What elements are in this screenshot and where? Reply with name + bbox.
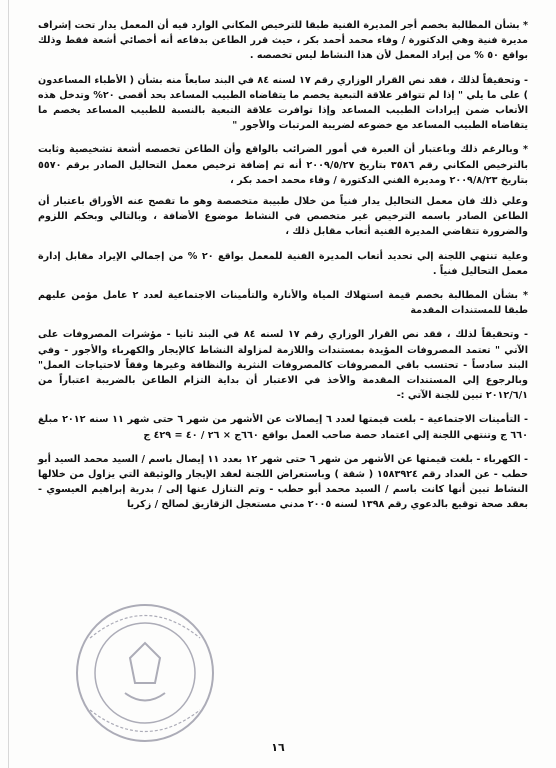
- official-seal-stamp: [70, 598, 220, 748]
- page-number: ١٦: [271, 741, 285, 754]
- paragraph-utilities-claim: * بشأن المطالبة بخصم قيمة استهلاك المياة والأنارة والتأمينات الاجتماعية لعدد ٢ عامل مؤمن عليهم طبقا للمستندات المقدمة: [38, 290, 528, 317]
- paragraph-social-insurance: - التأمينات الاجتماعية - بلغت قيمتها لعدد ٦ إيصالات عن الأشهر من شهر ٦ حتى شهر ١١ سنه ٢٠١٢ مبلغ ٦٦٠ ج وتنتهي اللجنة إلي اعتماد حصة صاحب العمل بواقع ٦٦٠ج × ٢٦ / ٤٠ = ٤٢٩ ج: [38, 414, 528, 441]
- scan-edge: [8, 0, 9, 768]
- paragraph-electricity: - الكهرباء - بلغت قيمتها عن الأشهر من شهر ٦ حتى شهر ١٢ بعدد ١١ إيصال باسم / السيد محمد السيد أبو حطب - عن العداد رقم ١٥٨٣٩٢٤ ( شقة ) وباستعراض اللجنة لعقد الإيجار والوثيقة التي يزاول من خلالها النشاط تبين أنها كانت باسم / السيد محمد أبو حطب - وتم التنازل عنها إلى / بدرية إبراهيم العيسوي - بعقد صحة توقيع بالدعوي رقم ١٣٩٨ لسنه ٢٠٠٥ مدني مستعجل الزقازيق لصالح / زكريا: [38, 453, 529, 511]
- paragraph-committee-decision: وعلية تنتهي اللجنة إلي تحديد أتعاب المديرة الفنية للمعمل بواقع ٢٠ % من إجمالي الإيراد مقابل إدارة معمل التحاليل فنياً .: [38, 250, 528, 277]
- paragraph-director-fee-claim: * بشأن المطالبة بخصم أجر المديرة الفنية طبقا للترخيص المكاني الوارد فيه أن المعمل يدار تحت إشراف مديرة فنية وهي الدكتورة / وفاء محمد أحمد بكر ، حيث قرر الطاعن بدفاعه أنه أخصائي أشعة فقط وذلك بواقع ٥٠ % من إيراد المعمل لأن هذا النشاط ليس تخصصه .: [38, 20, 528, 62]
- document-body: [38, 18, 528, 522]
- paragraph-lab-management: وعلي ذلك فان معمل التحاليل يدار فنياً من خلال طبيبة متخصصة وهو ما تفصح عنه الأوراق باعتبار أن الطاعن الصادر باسمه الترخيص غير متخصص في النشاط موضوع الأضافة ، وبالتالي وبحكم اللزوم والضرورة تتقاضي المديرة الفنية أتعاب مقابل ذلك ،: [38, 196, 528, 238]
- paragraph-decree-assistant-doctors: - وتحقيقاً لذلك ، فقد نص القرار الوزاري رقم ١٧ لسنه ٨٤ في البند سابعاً منه بشأن ( الأطباء المساعدون ) على ما يلي " إذا لم تتوافر علاقة التبعية يخصم ما يتقاضاه الطبيب المساعد بحد أقصى ٢٠% وتدخل هذه الأتعاب ضمن إيرادات الطبيب المساعد وإذا توافرت علاقة التبعية بالنسبة للطبيب المساعد يخصم ما يتقاضاه الطبيب المساعد مع خضوعه لضريبة المرتبات والأجور ": [38, 74, 529, 132]
- paragraph-decree-expenses: - وتحقيقاً لذلك ، فقد نص القرار الوزاري رقم ١٧ لسنه ٨٤ في البند ثانيا - مؤشرات المصروفات على الآتي " تعتمد المصروفات المؤيدة بمستندات واللازمة لمزاولة النشاط كالإيجار والكهرباء والأجور - وفي البند سادساً - تحتسب باقي المصروفات كالمصروفات النثرية والنظافة وغيرها وفقاً لاحتياجات العمل" وبالرجوع إلي المستندات المقدمة والأخذ في الاعتبار أن بداية التزام الطاعن بالضريبة اعتباراً من ٢٠١٢/٦/١ تبين للجنة الآتي :-: [38, 329, 529, 402]
- paragraph-license-facts: * وبالرغم ذلك وباعتبار أن العبرة في أمور الضرائب بالواقع وأن الطاعن تخصصه أشعة تشخيصية وثابت بالترخيص المكاني رقم ٣٥٨٦ بتاريخ ٢٠٠٩/٥/٢٧ أنه تم إضافة ترخيص معمل التحاليل الصادر برقم ٥٥٧٠ بتاريخ ٢٠٠٩/٨/٢٣ ومديرة الفني الدكتورة / وفاء محمد احمد بكر ،: [38, 144, 528, 186]
